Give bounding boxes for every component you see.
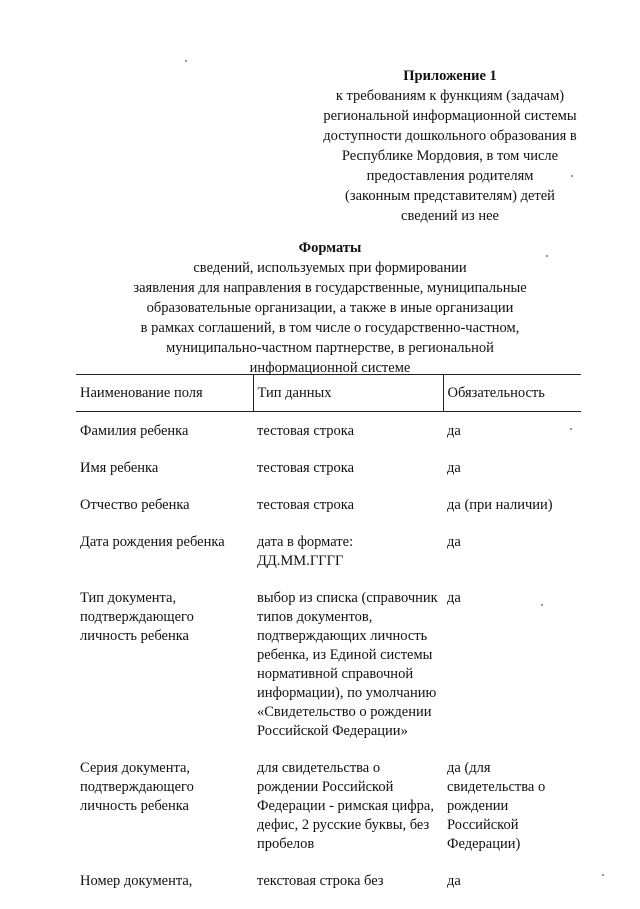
scan-speck: [602, 874, 604, 876]
scan-speck: [570, 428, 572, 430]
appendix-line: к требованиям к функциям (задачам): [335, 88, 565, 104]
cell-field-name: Отчество ребенка: [80, 497, 190, 513]
appendix-line: сведений из нее: [401, 208, 499, 224]
cell-required: да: [447, 423, 461, 439]
cell-required: да: [447, 873, 461, 889]
table-row: [76, 496, 581, 533]
table-row: [76, 759, 581, 872]
cell-required: да: [447, 590, 461, 606]
cell-data-type: тестовая строка: [257, 497, 355, 513]
appendix-line: предоставления родителям: [366, 168, 534, 184]
appendix-line: доступности дошкольного образования в: [323, 128, 577, 144]
table-header-row: [76, 375, 581, 412]
cell-required: да: [447, 460, 461, 476]
fields-table: [76, 374, 581, 909]
cell-data-type: тестовая строка: [257, 460, 355, 476]
table-row: [76, 412, 581, 460]
formats-line: в рамках соглашений, в том числе о государственно-частном,: [140, 320, 520, 336]
header-data-type: Тип данных: [253, 375, 443, 412]
appendix-title: Приложение 1: [403, 68, 497, 84]
cell-field-name: Фамилия ребенка: [80, 423, 189, 439]
cell-field-name: Имя ребенка: [80, 460, 159, 476]
cell-field-name: Номер документа,: [80, 873, 193, 889]
formats-line: сведений, используемых при формировании: [193, 260, 467, 276]
appendix-header: [300, 66, 600, 226]
table-row: [76, 589, 581, 759]
table-row: [76, 459, 581, 496]
cell-required: да (для свидетельства о рождении Российской Федерации): [447, 760, 546, 852]
cell-data-type: тестовая строка: [257, 423, 355, 439]
formats-title: Форматы: [298, 240, 362, 256]
header-required: Обязательность: [443, 375, 581, 412]
cell-field-name: Дата рождения ребенка: [80, 534, 225, 550]
cell-data-type: выбор из списка (справочник типов документов, подтверждающих личность ребенка, из Единой системы нормативной справочной информации), по умолчанию «Свидетельство о рождении Российской Федерации»: [257, 590, 438, 739]
formats-line: заявления для направления в государственные, муниципальные: [133, 280, 527, 296]
cell-data-type: дата в формате: ДД.ММ.ГГГГ: [257, 534, 354, 569]
formats-heading: [40, 238, 620, 378]
cell-field-name: Серия документа, подтверждающего личность ребенка: [80, 760, 194, 814]
appendix-line: (законным представителям) детей: [345, 188, 555, 204]
table-row: [76, 533, 581, 589]
cell-required: да (при наличии): [447, 497, 553, 513]
formats-line: образовательные организации, а также в иные организации: [146, 300, 514, 316]
cell-data-type: текстовая строка без: [257, 873, 384, 889]
cell-required: да: [447, 534, 461, 550]
cell-field-name: Тип документа, подтверждающего личность ребенка: [80, 590, 194, 644]
formats-line: муниципально-частном партнерстве, в региональной: [166, 340, 494, 356]
scan-speck: [546, 255, 548, 257]
cell-data-type: для свидетельства о рождении Российской Федерации - римская цифра, дефис, 2 русские буквы, без пробелов: [257, 760, 434, 852]
formats-line: информационной системе: [249, 360, 411, 376]
header-field-name: Наименование поля: [76, 375, 253, 412]
scan-speck: [185, 60, 187, 62]
table-row: [76, 872, 581, 909]
appendix-line: региональной информационной системы: [323, 108, 577, 124]
scan-speck: [541, 604, 543, 606]
appendix-line: Республике Мордовия, в том числе: [341, 148, 559, 164]
scan-speck: [571, 175, 573, 177]
